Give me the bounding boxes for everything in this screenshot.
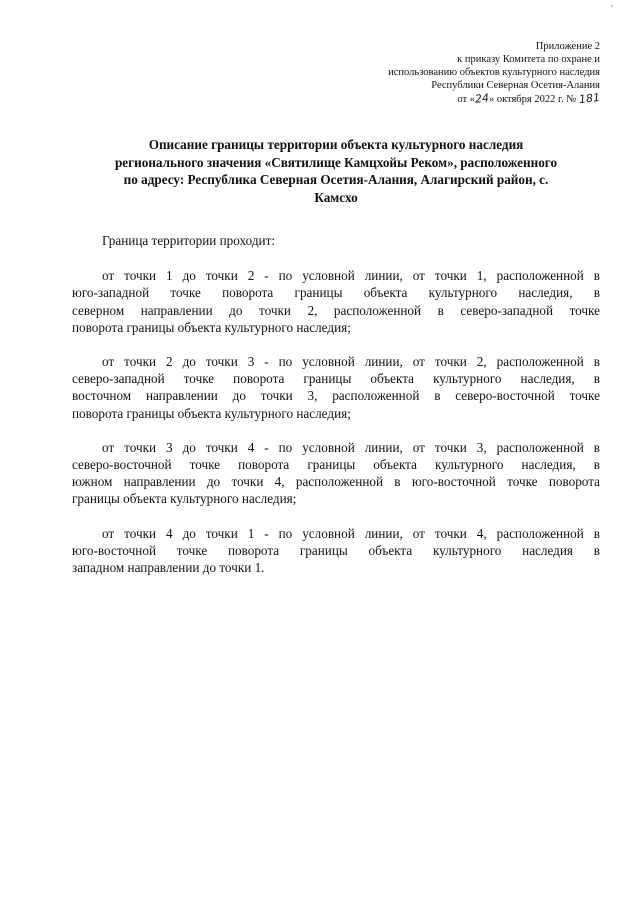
paragraph-line: от точки 3 до точки 4 - по условной линии, от точки 3, расположенной в <box>102 439 600 455</box>
paragraph-line: западном направлении до точки 1. <box>72 560 265 576</box>
title-line-3: по адресу: Республика Северная Осетия-Алания, Алагирский район, с. <box>123 172 549 187</box>
paragraph-line: северо-западной точке поворота границы объекта культурного наследия, в <box>72 371 600 387</box>
annex-title: Приложение 2 <box>535 41 600 52</box>
paragraph-line: поворота границы объекта культурного наследия; <box>72 319 351 335</box>
paragraph-line: от точки 2 до точки 3 - по условной линии, от точки 2, расположенной в <box>102 354 600 370</box>
title-line-4: Камсхо <box>314 189 358 205</box>
annex-header <box>320 40 600 106</box>
document-title <box>72 136 600 206</box>
boundary-segment-2-3 <box>72 353 600 422</box>
annex-date-line <box>320 92 600 106</box>
order-number-handwritten: 181 <box>578 90 601 107</box>
annex-republic: Республики Северная Осетия-Алания <box>431 80 600 91</box>
date-prefix: от « <box>457 94 475 105</box>
annex-order-ref: к приказу Комитета по охране и <box>457 54 600 65</box>
paragraph-line: северо-восточной точке поворота границы объекта культурного наследия, в <box>72 457 600 473</box>
boundary-intro: Граница территории проходит: <box>102 233 276 248</box>
boundary-segment-4-1 <box>72 525 600 577</box>
paragraph-line: юго-западной точке поворота границы объекта культурного наследия, в <box>72 285 600 301</box>
title-line-2: регионального значения «Святилище Камцхойы Реком», расположенного <box>114 154 558 170</box>
date-middle: » октября 2022 г. № <box>488 94 577 105</box>
paragraph-line: северном направлении до точки 2, расположенной в северо-западной точке <box>72 302 600 318</box>
paragraph-line: юго-восточной точке поворота границы объекта культурного наследия в <box>72 542 600 558</box>
paragraph-line: поворота границы объекта культурного наследия; <box>72 405 351 421</box>
paragraph-line: от точки 1 до точки 2 - по условной линии, от точки 1, расположенной в <box>102 268 600 284</box>
title-line-1: Описание границы территории объекта культурного наследия <box>148 137 524 152</box>
paragraph-line: восточном направлении до точки 3, расположенной в северо-восточной точке <box>72 388 600 404</box>
date-day-handwritten: 24 <box>474 91 490 106</box>
boundary-segment-3-4 <box>72 439 600 508</box>
paragraph-line: от точки 4 до точки 1 - по условной линии, от точки 4, расположенной в <box>102 525 600 541</box>
annex-committee: использованию объектов культурного наследия <box>388 67 600 78</box>
document-body <box>72 232 600 593</box>
corner-mark: ' <box>610 4 613 13</box>
paragraph-line: границы объекта культурного наследия; <box>72 491 297 507</box>
boundary-segment-1-2 <box>72 267 600 336</box>
paragraph-line: южном направлении до точки 4, расположенной в юго-восточной точке поворота <box>72 474 600 490</box>
